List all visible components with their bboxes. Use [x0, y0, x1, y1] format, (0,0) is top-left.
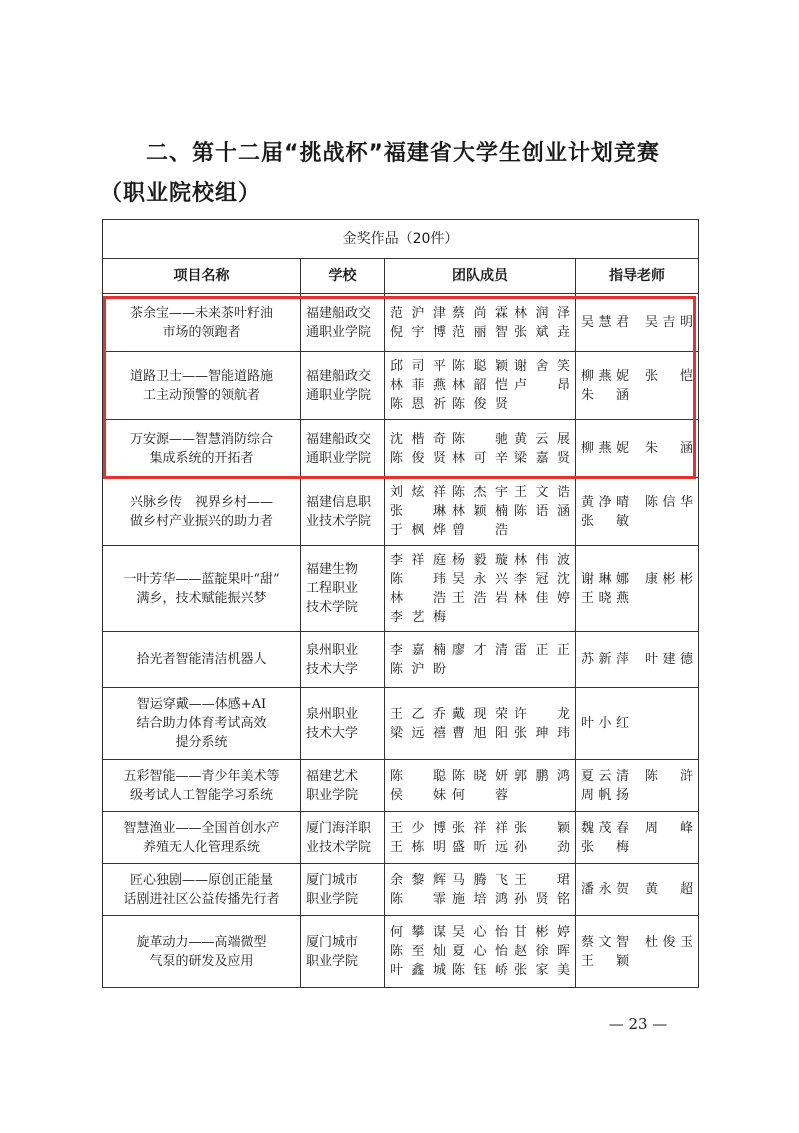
- heading-line-1: 二、第十二届“挑战杯”福建省大学生创业计划竞赛: [146, 141, 660, 166]
- school-line: 福建船政交: [306, 431, 372, 447]
- school-line: 福建船政交: [306, 368, 372, 384]
- member-name: 陈俊贤: [390, 450, 446, 466]
- advisors-cell: [576, 916, 699, 988]
- member-line: [390, 838, 570, 857]
- member-spacer: [452, 608, 508, 627]
- member-name: 张 颖: [514, 820, 570, 836]
- member-line: [390, 483, 570, 502]
- school-line: 业技术学院: [306, 839, 372, 855]
- project-name-cell: [103, 546, 301, 632]
- project-name-line: 结合助力体育考试高效: [136, 716, 267, 731]
- table-row: [103, 864, 699, 916]
- project-name-cell: [103, 420, 301, 478]
- member-name: 林润泽: [514, 305, 570, 321]
- advisor-line: [581, 439, 693, 458]
- project-name-cell: [103, 864, 301, 916]
- member-name: 曹旭阳: [452, 725, 508, 741]
- member-name: 陈恩祈: [390, 397, 446, 412]
- advisor-name: 黄 超: [645, 882, 694, 897]
- school-cell: [301, 478, 385, 546]
- project-name-line: 级考试人工智能学习系统: [129, 787, 273, 803]
- project-name-line: 五彩智能——青少年美术等: [123, 768, 280, 784]
- advisor-name: 吴吉明: [645, 315, 694, 330]
- advisor-name: 王晓燕: [581, 590, 629, 606]
- advisors-cell: [576, 478, 699, 546]
- member-name: 倪宇博: [390, 324, 446, 340]
- member-name: 邱司平: [390, 359, 446, 374]
- member-name: 林颖楠: [452, 504, 508, 519]
- project-name-line: 道路卫士——智能道路施: [129, 368, 273, 384]
- school-line: 福建信息职: [306, 494, 372, 510]
- member-name: 于枫烨: [390, 523, 446, 538]
- member-name: 李冠沈: [514, 571, 570, 587]
- member-name: 陈至灿: [390, 944, 446, 959]
- advisor-line: [581, 493, 693, 512]
- member-name: 陈 驰: [452, 431, 508, 447]
- project-name-line: 提分系统: [175, 735, 228, 750]
- advisor-line: [581, 786, 693, 805]
- member-name: 夏心怡: [452, 944, 508, 959]
- member-line: [390, 819, 570, 838]
- member-line: [390, 767, 570, 786]
- member-name: 盛昕远: [452, 839, 508, 855]
- school-line: 技术大学: [306, 661, 359, 677]
- school-line: 福建艺术: [306, 768, 359, 784]
- member-line: [390, 641, 570, 660]
- school-cell: [301, 352, 385, 420]
- school-line: 厦门城市: [306, 872, 359, 888]
- table-row: [103, 420, 699, 478]
- advisor-name: 朱 涵: [581, 387, 629, 403]
- member-name: 沈楷奇: [390, 431, 446, 447]
- member-name: 王浩岩: [452, 590, 508, 606]
- member-name: 王 珺: [514, 872, 570, 888]
- table-row: [103, 294, 699, 352]
- school-line: 通职业学院: [306, 324, 372, 340]
- member-name: 卢 昂: [514, 378, 570, 393]
- member-spacer: [514, 786, 570, 805]
- advisor-name: 周帆扬: [581, 787, 629, 803]
- project-name-line: 养殖无人化管理系统: [142, 839, 260, 855]
- table-header-row: [103, 259, 699, 294]
- school-cell: [301, 688, 385, 760]
- member-name: 张 琳: [390, 504, 446, 519]
- project-name-line: 做乡村产业振兴的助力者: [129, 513, 273, 529]
- member-line: [390, 502, 570, 521]
- member-name: 赵徐晖: [514, 944, 570, 959]
- team-members-cell: [385, 352, 576, 420]
- table-caption-row: [103, 220, 699, 259]
- school-cell: [301, 812, 385, 864]
- school-line: 工程职业: [306, 581, 359, 596]
- project-name-cell: [103, 294, 301, 352]
- advisor-spacer: [645, 386, 693, 405]
- advisor-spacer: [645, 952, 693, 971]
- member-name: 郭鹏鸿: [514, 768, 570, 784]
- advisor-spacer: [645, 786, 693, 805]
- advisors-cell: [576, 812, 699, 864]
- member-line: [390, 942, 570, 961]
- team-members-cell: [385, 294, 576, 352]
- gold-award-table: [102, 219, 699, 988]
- member-line: [390, 551, 570, 570]
- table-row: [103, 546, 699, 632]
- member-name: 孙 劲: [514, 839, 570, 855]
- member-name: 甘彬婷: [514, 925, 570, 940]
- advisor-name: 张 梅: [581, 839, 629, 855]
- advisor-line: [581, 714, 693, 733]
- member-name: 侯 妹: [390, 787, 446, 803]
- member-name: 刘炫祥: [390, 485, 446, 500]
- header-project: 项目名称: [103, 259, 301, 294]
- advisor-name: 柳燕妮: [581, 368, 629, 384]
- school-cell: [301, 760, 385, 812]
- advisor-line: [581, 952, 693, 971]
- member-line: [390, 660, 570, 679]
- advisor-name: 魏茂春: [581, 820, 629, 836]
- advisors-cell: [576, 352, 699, 420]
- member-name: 林可辛: [452, 450, 508, 466]
- project-name-line: 茶余宝——未来茶叶籽油: [129, 305, 273, 321]
- advisor-name: 吴慧君: [581, 315, 629, 330]
- member-name: 戴现荣: [452, 706, 508, 722]
- member-line: [390, 923, 570, 942]
- member-line: [390, 786, 570, 805]
- advisor-name: 张 敏: [581, 513, 629, 529]
- member-name: 林 浩: [390, 590, 446, 606]
- advisor-name: 朱 涵: [645, 441, 694, 456]
- advisor-line: [581, 386, 693, 405]
- school-line: 通职业学院: [306, 387, 372, 403]
- member-name: 张家美: [514, 963, 570, 978]
- member-name: 陈杰宇: [452, 485, 508, 500]
- advisor-line: [581, 838, 693, 857]
- member-name: 梁远禧: [390, 725, 446, 741]
- advisor-name: 康彬彬: [645, 571, 694, 587]
- project-name-line: 气泵的研发及应用: [149, 953, 254, 969]
- school-line: 厦门海洋职: [306, 820, 372, 836]
- advisor-name: 陈信华: [645, 494, 694, 510]
- member-line: [390, 570, 570, 589]
- member-name: 梁嘉贤: [514, 450, 570, 466]
- member-line: [390, 890, 570, 909]
- table-row: [103, 812, 699, 864]
- team-members-cell: [385, 632, 576, 688]
- advisor-line: [581, 819, 693, 838]
- member-name: 黄云展: [514, 431, 570, 447]
- heading-line-2: （职业院校组）: [100, 181, 262, 206]
- member-name: 林菲燕: [390, 378, 446, 393]
- school-line: 技术大学: [306, 725, 359, 741]
- member-name: 陈俊贤: [452, 397, 508, 412]
- member-name: 张祥祥: [452, 820, 508, 836]
- advisor-line: [581, 767, 693, 786]
- project-name-line: 集成系统的开拓者: [149, 450, 254, 466]
- project-name-cell: [103, 352, 301, 420]
- team-members-cell: [385, 916, 576, 988]
- project-name-line: 市场的领跑者: [162, 324, 241, 340]
- advisor-name: 杜俊玉: [645, 934, 694, 950]
- member-line: [390, 521, 570, 540]
- member-name: 李艺梅: [390, 609, 446, 625]
- project-name-line: 万安源——智慧消防综合: [129, 431, 273, 447]
- advisor-name: 周 峰: [645, 820, 694, 836]
- project-name-line: 一叶芳华——蓝靛果叶“甜”: [123, 571, 280, 587]
- header-members: 团队成员: [385, 259, 576, 294]
- school-line: 职业学院: [306, 891, 359, 907]
- member-spacer: [514, 395, 570, 414]
- advisor-line: [581, 933, 693, 952]
- advisors-cell: [576, 294, 699, 352]
- project-name-line: 拾光者智能清洁机器人: [136, 652, 267, 667]
- school-line: 技术学院: [306, 600, 359, 615]
- project-name-line: 兴脉乡传 视界乡村——: [129, 494, 273, 510]
- member-name: 范沪津: [390, 305, 446, 321]
- advisor-name: 叶小红: [581, 716, 629, 731]
- table-row: [103, 632, 699, 688]
- member-name: 陈沪盼: [390, 661, 446, 677]
- school-line: 泉州职业: [306, 642, 359, 658]
- advisor-name: 蔡文智: [581, 934, 629, 950]
- member-line: [390, 724, 570, 743]
- advisors-cell: [576, 864, 699, 916]
- school-line: 业技术学院: [306, 513, 372, 529]
- table-row: [103, 478, 699, 546]
- project-name-line: 工主动预警的领航者: [142, 387, 260, 403]
- advisor-name: 谢琳娜: [581, 571, 629, 587]
- school-cell: [301, 916, 385, 988]
- member-name: 廖才清: [452, 642, 508, 658]
- project-name-line: 话剧进社区公益传播先行者: [123, 891, 280, 907]
- team-members-cell: [385, 478, 576, 546]
- advisors-cell: [576, 546, 699, 632]
- member-name: 林韶恺: [452, 378, 508, 393]
- advisor-spacer: [645, 714, 693, 733]
- advisor-line: [581, 880, 693, 899]
- member-name: 余黎辉: [390, 872, 446, 888]
- advisors-cell: [576, 632, 699, 688]
- project-name-line: 智运穿戴——体感+AI: [136, 697, 267, 712]
- member-name: 雷正正: [514, 642, 570, 658]
- advisor-name: 柳燕妮: [581, 441, 629, 456]
- school-line: 职业学院: [306, 787, 359, 803]
- section-heading: [100, 134, 710, 214]
- project-name-cell: [103, 688, 301, 760]
- member-name: 陈聪颖: [452, 359, 508, 374]
- advisor-name: 叶建德: [645, 652, 694, 667]
- school-line: 厦门城市: [306, 934, 359, 950]
- member-name: 张斌垚: [514, 324, 570, 340]
- member-name: 马腾飞: [452, 872, 508, 888]
- project-name-cell: [103, 632, 301, 688]
- member-name: 何 蓉: [452, 787, 508, 803]
- member-name: 何攀谋: [390, 925, 446, 940]
- team-members-cell: [385, 420, 576, 478]
- project-name-cell: [103, 812, 301, 864]
- table-row: [103, 352, 699, 420]
- member-spacer: [514, 521, 570, 540]
- advisor-line: [581, 512, 693, 531]
- member-name: 陈 聪: [390, 768, 446, 784]
- school-cell: [301, 546, 385, 632]
- member-name: 蔡尚霖: [452, 305, 508, 321]
- table-row: [103, 688, 699, 760]
- member-line: [390, 357, 570, 376]
- advisor-line: [581, 589, 693, 608]
- member-line: [390, 376, 570, 395]
- member-line: [390, 705, 570, 724]
- advisor-name: 张 恺: [645, 368, 694, 384]
- school-cell: [301, 420, 385, 478]
- member-line: [390, 871, 570, 890]
- school-cell: [301, 864, 385, 916]
- page-number: — 23 —: [608, 1015, 668, 1033]
- team-members-cell: [385, 546, 576, 632]
- member-name: 陈 霏: [390, 891, 446, 907]
- member-name: 林伟波: [514, 552, 570, 568]
- member-name: 吴心怡: [452, 925, 508, 940]
- member-name: 叶鑫城: [390, 963, 446, 978]
- member-spacer: [514, 660, 570, 679]
- member-name: 王少博: [390, 820, 446, 836]
- member-name: 林佳婷: [514, 590, 570, 606]
- project-name-line: 旋革动力——高端微型: [136, 934, 267, 950]
- advisor-name: 苏新萍: [581, 652, 629, 667]
- member-name: 王乙乔: [390, 706, 446, 722]
- project-name-line: 智慧渔业——全国首创水产: [123, 820, 280, 836]
- school-line: 福建船政交: [306, 305, 372, 321]
- school-line: 泉州职业: [306, 706, 359, 722]
- project-name-cell: [103, 478, 301, 546]
- team-members-cell: [385, 864, 576, 916]
- member-name: 李祥庭: [390, 552, 446, 568]
- member-name: 陈 玮: [390, 571, 446, 587]
- school-line: 通职业学院: [306, 450, 372, 466]
- member-line: [390, 430, 570, 449]
- member-line: [390, 449, 570, 468]
- member-line: [390, 589, 570, 608]
- table-row: [103, 916, 699, 988]
- school-cell: [301, 632, 385, 688]
- member-name: 陈晓妍: [452, 768, 508, 784]
- team-members-cell: [385, 688, 576, 760]
- member-name: 许 龙: [514, 706, 570, 722]
- header-school: 学校: [301, 259, 385, 294]
- project-name-cell: [103, 916, 301, 988]
- member-line: [390, 395, 570, 414]
- advisors-cell: [576, 420, 699, 478]
- team-members-cell: [385, 760, 576, 812]
- team-members-cell: [385, 812, 576, 864]
- advisor-line: [581, 313, 693, 332]
- member-name: 王栋明: [390, 839, 446, 855]
- school-line: 福建生物: [306, 562, 359, 577]
- member-line: [390, 961, 570, 980]
- advisor-spacer: [645, 512, 693, 531]
- advisor-name: 陈 浒: [645, 768, 694, 784]
- advisor-name: 黄净晴: [581, 494, 629, 510]
- member-name: 吴永兴: [452, 571, 508, 587]
- member-name: 曾 浩: [452, 523, 508, 538]
- member-name: 范丽智: [452, 324, 508, 340]
- advisor-line: [581, 367, 693, 386]
- member-name: 王文诰: [514, 485, 570, 500]
- school-cell: [301, 294, 385, 352]
- member-name: 李嘉楠: [390, 642, 446, 658]
- member-name: 施培鸿: [452, 891, 508, 907]
- advisors-cell: [576, 760, 699, 812]
- project-name-line: 匠心独剧——原创正能量: [129, 872, 273, 888]
- header-advisors: 指导老师: [576, 259, 699, 294]
- project-name-line: 满乡，技术赋能振兴梦: [136, 590, 267, 606]
- table-caption: 金奖作品（20件）: [103, 220, 699, 259]
- advisor-name: 潘永贺: [581, 882, 629, 897]
- advisor-name: 夏云清: [581, 768, 629, 784]
- member-spacer: [452, 660, 508, 679]
- advisor-name: 王 颖: [581, 953, 629, 969]
- advisor-line: [581, 650, 693, 669]
- school-line: 职业学院: [306, 953, 359, 969]
- member-line: [390, 323, 570, 342]
- member-line: [390, 304, 570, 323]
- advisors-cell: [576, 688, 699, 760]
- project-name-cell: [103, 760, 301, 812]
- member-name: 谢舍笑: [514, 359, 570, 374]
- advisor-line: [581, 570, 693, 589]
- member-name: 杨毅璇: [452, 552, 508, 568]
- table-row: [103, 760, 699, 812]
- member-spacer: [514, 608, 570, 627]
- member-name: 陈钰峤: [452, 963, 508, 978]
- member-name: 陈语涵: [514, 504, 570, 519]
- member-line: [390, 608, 570, 627]
- advisor-spacer: [645, 838, 693, 857]
- member-name: 孙贤铭: [514, 891, 570, 907]
- member-name: 张珅玮: [514, 725, 570, 741]
- advisor-spacer: [645, 589, 693, 608]
